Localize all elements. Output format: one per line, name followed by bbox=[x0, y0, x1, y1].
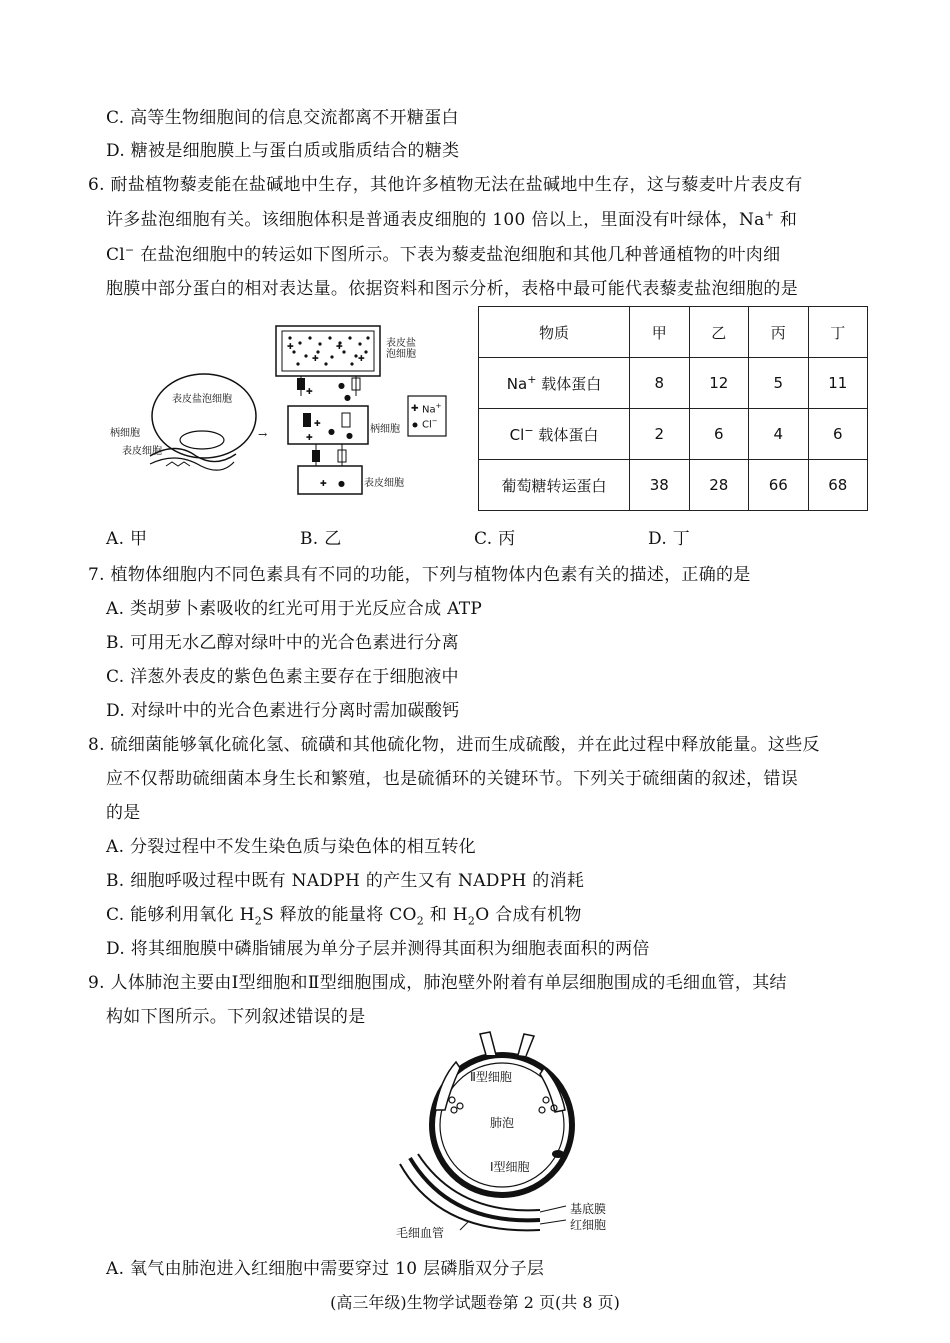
salt-bladder-figure bbox=[106, 316, 466, 506]
table-row-label: Cl− 载体蛋白 bbox=[479, 409, 630, 460]
q6-stem-line4: 胞膜中部分蛋白的相对表达量。依据资料和图示分析，表格中最可能代表藜麦盐泡细胞的是 bbox=[106, 279, 798, 299]
label-stalk-cell: 柄细胞 bbox=[110, 428, 140, 439]
label-red-blood-cell: 红细胞 bbox=[570, 1218, 607, 1232]
q8-option-a: A. 分裂过程中不发生染色质与染色体的相互转化 bbox=[106, 837, 476, 857]
table-header-cell: 甲 bbox=[630, 307, 690, 358]
label-salt-bladder-cell-right: 表皮盐泡细胞 bbox=[386, 338, 416, 360]
q7-option-c: C. 洋葱外表皮的紫色色素主要存在于细胞液中 bbox=[106, 667, 459, 687]
table-cell: 2 bbox=[630, 409, 690, 460]
q6-stem-line3: Cl− 在盐泡细胞中的转运如下图所示。下表为藜麦盐泡细胞和其他几种普通植物的叶肉细 bbox=[106, 243, 781, 265]
svg-text:●: ● bbox=[346, 431, 353, 440]
label-epidermal-cell-right: 表皮细胞 bbox=[364, 478, 404, 489]
svg-text:✚: ✚ bbox=[320, 479, 327, 488]
alveolus-figure bbox=[390, 1030, 610, 1240]
table-cell: 38 bbox=[630, 460, 690, 511]
table-cell: 8 bbox=[630, 358, 690, 409]
q8-option-c: C. 能够利用氧化 $H_2S$ 释放的能量将 $CO_2$ 和 $H_2O$ 合成有机物 bbox=[106, 905, 582, 928]
svg-text:✚: ✚ bbox=[358, 354, 365, 363]
q6-option-d: D. 丁 bbox=[648, 529, 691, 549]
label-capillary: 毛细血管 bbox=[396, 1226, 445, 1240]
q9-option-a: A. 氧气由肺泡进入红细胞中需要穿过 10 层磷脂双分子层 bbox=[106, 1259, 545, 1279]
table-cell: 12 bbox=[689, 358, 749, 409]
table-cell: 68 bbox=[808, 460, 868, 511]
table-cell: 11 bbox=[808, 358, 868, 409]
label-type2-cell: Ⅱ型细胞 bbox=[470, 1070, 512, 1084]
svg-text:✚: ✚ bbox=[306, 387, 313, 396]
table-row-label: 葡萄糖转运蛋白 bbox=[479, 460, 630, 511]
svg-text:✚: ✚ bbox=[312, 354, 319, 363]
q5-option-c: C. 高等生物细胞间的信息交流都离不开糖蛋白 bbox=[106, 108, 459, 128]
table-row bbox=[479, 358, 868, 409]
legend-cl: Cl− bbox=[422, 417, 438, 431]
q6-option-b: B. 乙 bbox=[300, 529, 342, 549]
svg-text:✚: ✚ bbox=[287, 342, 294, 351]
q7-option-d: D. 对绿叶中的光合色素进行分离时需加碳酸钙 bbox=[106, 701, 460, 721]
table-header-cell: 物质 bbox=[479, 307, 630, 358]
svg-text:✚: ✚ bbox=[411, 404, 419, 414]
q7-option-b: B. 可用无水乙醇对绿叶中的光合色素进行分离 bbox=[106, 633, 459, 653]
table-row bbox=[479, 409, 868, 460]
label-salt-bladder-cell: 表皮盐泡细胞 bbox=[172, 394, 232, 405]
svg-text:●: ● bbox=[344, 393, 351, 402]
q9-stem-line2: 构如下图所示。下列叙述错误的是 bbox=[106, 1007, 366, 1027]
svg-text:✚: ✚ bbox=[314, 419, 321, 428]
table-header-cell: 乙 bbox=[689, 307, 749, 358]
table-header-row bbox=[479, 307, 868, 358]
q7-option-a: A. 类胡萝卜素吸收的红光可用于光反应合成 ATP bbox=[106, 599, 483, 619]
q8-option-b: B. 细胞呼吸过程中既有 NADPH 的产生又有 NADPH 的消耗 bbox=[106, 871, 585, 891]
label-stalk-cell-right: 柄细胞 bbox=[370, 424, 400, 435]
q8-stem-line1: 8. 硫细菌能够氧化硫化氢、硫磺和其他硫化物，进而生成硫酸，并在此过程中释放能量。这些反 bbox=[88, 735, 820, 755]
q6-stem-line1: 6. 耐盐植物藜麦能在盐碱地中生存，其他许多植物无法在盐碱地中生存，这与藜麦叶片表皮有 bbox=[88, 175, 803, 195]
table-row bbox=[479, 460, 868, 511]
q8-stem-line3: 的是 bbox=[106, 803, 141, 823]
table-cell: 5 bbox=[749, 358, 809, 409]
table-header-cell: 丙 bbox=[749, 307, 809, 358]
q6-stem-line2: 许多盐泡细胞有关。该细胞体积是普通表皮细胞的 100 倍以上，里面没有叶绿体，Na+ 和 bbox=[106, 208, 798, 230]
q9-stem-line1: 9. 人体肺泡主要由Ⅰ型细胞和Ⅱ型细胞围成，肺泡壁外附着有单层细胞围成的毛细血管，其结 bbox=[88, 973, 787, 993]
label-alveolus: 肺泡 bbox=[490, 1116, 515, 1130]
label-epidermal-cell: 表皮细胞 bbox=[122, 446, 162, 457]
protein-expression-table bbox=[478, 306, 868, 511]
svg-text:●: ● bbox=[338, 381, 345, 390]
table-cell: 4 bbox=[749, 409, 809, 460]
q6-option-c: C. 丙 bbox=[474, 529, 516, 549]
svg-text:✚: ✚ bbox=[306, 433, 313, 442]
svg-text:●: ● bbox=[338, 479, 345, 488]
svg-text:✚: ✚ bbox=[336, 342, 343, 351]
table-cell: 28 bbox=[689, 460, 749, 511]
label-type1-cell: Ⅰ型细胞 bbox=[490, 1160, 530, 1174]
table-cell: 6 bbox=[808, 409, 868, 460]
q5-option-d: D. 糖被是细胞膜上与蛋白质或脂质结合的糖类 bbox=[106, 141, 460, 161]
page-footer: (高三年级)生物学试题卷第 2 页(共 8 页) bbox=[330, 1293, 620, 1312]
q7-stem: 7. 植物体细胞内不同色素具有不同的功能，下列与植物体内色素有关的描述，正确的是 bbox=[88, 565, 751, 585]
q8-stem-line2: 应不仅帮助硫细菌本身生长和繁殖，也是硫循环的关键环节。下列关于硫细菌的叙述，错误 bbox=[106, 769, 798, 789]
table-cell: 6 bbox=[689, 409, 749, 460]
svg-text:●: ● bbox=[328, 427, 335, 436]
svg-text:→: → bbox=[258, 428, 268, 441]
table-row-label: Na+ 载体蛋白 bbox=[479, 358, 630, 409]
table-header-cell: 丁 bbox=[808, 307, 868, 358]
q8-option-d: D. 将其细胞膜中磷脂铺展为单分子层并测得其面积为细胞表面积的两倍 bbox=[106, 939, 650, 959]
legend-na: Na+ bbox=[422, 402, 442, 416]
q6-option-a: A. 甲 bbox=[106, 529, 148, 549]
table-cell: 66 bbox=[749, 460, 809, 511]
label-basement-membrane: 基底膜 bbox=[570, 1202, 607, 1216]
